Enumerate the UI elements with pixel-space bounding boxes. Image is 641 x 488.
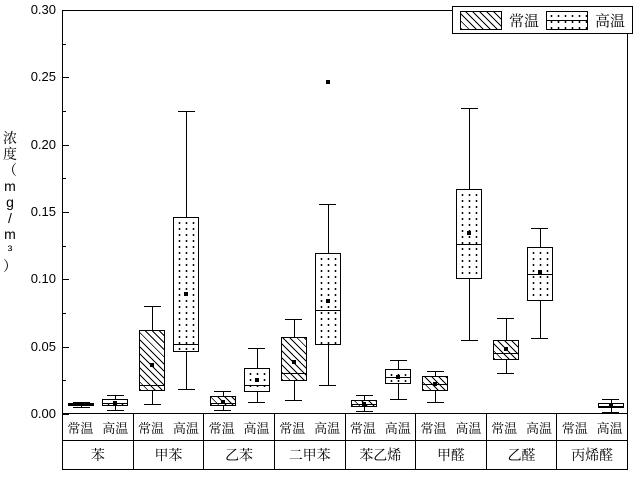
- y-tick-mark-minor: [62, 246, 66, 247]
- mean-marker: [609, 404, 613, 408]
- y-axis-label-char: m: [4, 178, 16, 194]
- category-label-row: [62, 441, 628, 470]
- condition-label: 常温: [420, 420, 447, 436]
- y-tick-mark-minor: [62, 111, 66, 112]
- condition-label: 常温: [138, 420, 165, 436]
- y-tick-mark: [62, 145, 69, 146]
- y-tick-label: 0.00: [30, 406, 56, 421]
- condition-label: 高温: [102, 420, 129, 436]
- legend-swatch-normal-temp: [460, 11, 502, 30]
- y-tick-mark-minor: [62, 313, 66, 314]
- condition-label: 常温: [491, 420, 518, 436]
- y-axis-label-char: 浓: [3, 130, 17, 146]
- whisker-cap-lower: [602, 412, 619, 413]
- y-tick-mark: [62, 77, 69, 78]
- category-label: 甲苯: [134, 441, 205, 469]
- y-tick-mark: [62, 10, 69, 11]
- condition-label: 常温: [279, 420, 306, 436]
- category-label: 乙醛: [487, 441, 558, 469]
- y-tick-label: 0.10: [30, 271, 56, 287]
- condition-label: 高温: [525, 420, 552, 436]
- y-tick-label: 0.20: [30, 136, 56, 152]
- y-axis-label-char: ³: [7, 242, 13, 258]
- condition-label: 常温: [561, 420, 588, 436]
- y-tick-mark: [62, 279, 69, 280]
- y-axis-label-char: 度: [3, 146, 17, 162]
- category-label: 乙苯: [204, 441, 275, 469]
- y-axis-label-char: g: [6, 194, 14, 210]
- condition-pair: [416, 414, 487, 440]
- category-label: 苯: [63, 441, 134, 469]
- category-label: 二甲苯: [275, 441, 346, 469]
- plot-area: [62, 10, 628, 414]
- condition-pair: [346, 414, 417, 440]
- condition-label: 高温: [455, 420, 482, 436]
- category-label: 甲醛: [416, 441, 487, 469]
- legend-swatch-high-temp: [546, 11, 588, 30]
- condition-pair: [134, 414, 205, 440]
- y-tick-label: 0.30: [30, 2, 56, 17]
- category-label: 丙烯醛: [571, 447, 614, 463]
- y-axis-label-char: m: [4, 226, 16, 242]
- y-tick-mark-minor: [62, 178, 66, 179]
- y-tick-mark-minor: [62, 44, 66, 45]
- condition-label: 常温: [67, 420, 94, 436]
- category-label: 苯乙烯: [346, 441, 417, 469]
- condition-label: 高温: [243, 420, 270, 436]
- y-tick-label: 0.15: [30, 204, 56, 219]
- box-plot-item: [63, 11, 627, 413]
- condition-label: 高温: [314, 420, 341, 436]
- condition-label: 高温: [172, 420, 199, 436]
- y-tick-mark-minor: [62, 380, 66, 381]
- condition-pair: [63, 414, 134, 440]
- condition-label: 高温: [384, 420, 411, 436]
- condition-label: 常温: [349, 420, 376, 436]
- condition-label-row: [62, 414, 628, 441]
- y-tick-mark: [62, 212, 69, 213]
- y-tick-label: 0.05: [30, 338, 56, 354]
- plot-inner: [63, 11, 627, 413]
- legend-label-normal-temp: 常温: [508, 12, 539, 30]
- y-tick-label: 0.25: [30, 69, 56, 85]
- y-axis-label-char: ）: [3, 258, 17, 274]
- chart-legend: [452, 6, 633, 34]
- y-axis-label-char: /: [8, 210, 12, 226]
- legend-label-high-temp: 高温: [594, 12, 625, 30]
- condition-label: 高温: [596, 420, 623, 436]
- y-tick-mark: [62, 347, 69, 348]
- condition-pair: [275, 414, 346, 440]
- condition-pair: [557, 414, 627, 440]
- whisker-cap-upper: [602, 399, 619, 400]
- condition-pair: [487, 414, 558, 440]
- y-axis-label-char: （: [3, 162, 17, 178]
- condition-pair: [204, 414, 275, 440]
- condition-label: 常温: [208, 420, 235, 436]
